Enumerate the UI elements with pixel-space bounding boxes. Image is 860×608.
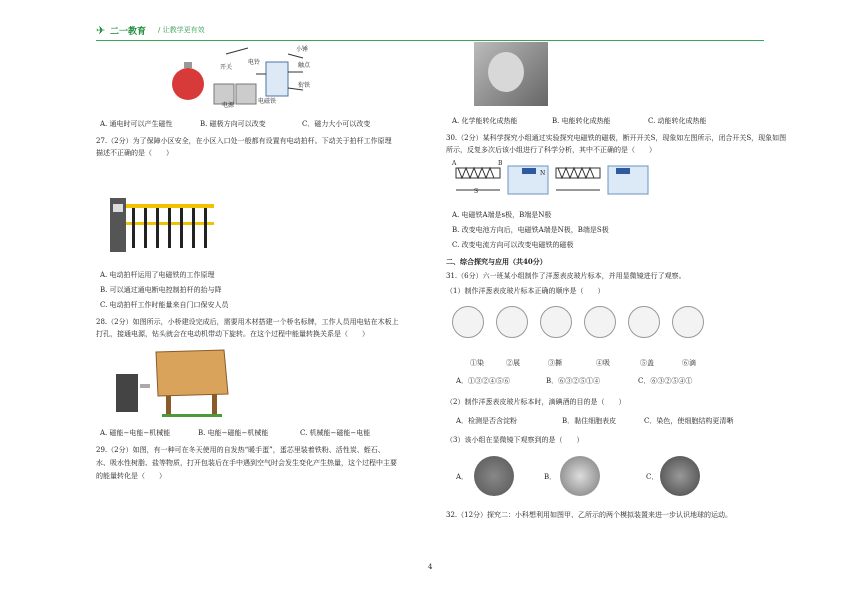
hand-warmer-image (474, 42, 548, 106)
q31-sub2: （2）制作洋葱表皮玻片标本时，滴碘酒的目的是（ ） (446, 398, 626, 406)
q27-stem-line2: 描述不正确的是（ ） (96, 149, 173, 157)
q29-option-b: B. 电能转化成热能 (552, 117, 611, 125)
step-image-5 (628, 306, 660, 338)
q31-sub1-option-a: A．①③②④⑤⑥ (456, 377, 511, 385)
q28-stem-line1: 28.（2分）如图所示，小桥建设完成后，需要用木材搭建一个桥名标牌，工作人员用电钻在木板上 (96, 318, 399, 326)
section-title: 二、综合探究与应用（共40分） (446, 257, 547, 266)
q30-option-b: B. 改变电池方向后，电磁铁A端是N极，B端是S极 (452, 226, 609, 234)
barrier-figure (108, 196, 218, 254)
step-label-2: ②展 (506, 359, 520, 367)
fig-label-s: S (474, 188, 479, 195)
q31-sub3-label-b: B． (544, 473, 557, 481)
q28-stem-line2: 打孔，接通电源，钻头就会在电动机带动下旋转。在这个过程中能量转换关系是（ ） (96, 330, 369, 338)
label-hammer: 小锤 (296, 46, 309, 53)
step-image-2 (496, 306, 528, 338)
fig-label-n: N (540, 170, 546, 177)
microscope-image-b (560, 456, 600, 496)
q31-stem: 31.（6分）六一班某小组制作了洋葱表皮玻片标本，并用显微镜进行了观察。 (446, 272, 686, 280)
slogan: / 让教学更有效 (158, 26, 205, 34)
q30-stem-line2: 所示，反复多次后该小组进行了科学分析，其中不正确的是（ ） (446, 146, 656, 154)
electromagnet-icon (452, 160, 652, 200)
q29-option-a: A. 化学能转化成热能 (452, 117, 518, 125)
microscope-image-c (660, 456, 700, 496)
q31-sub3-label-a: A． (456, 473, 469, 481)
q31-sub3-label-c: C． (646, 473, 659, 481)
q27-option-a: A. 电动拍杆运用了电磁铁的工作原理 (100, 271, 215, 279)
q29-stem-line1: 29.（2分）如图，有一种可在冬天使用的自发热“暖手蛋”，蛋芯里装着铁粉、活性炭、蛭石、 (96, 446, 385, 454)
step-label-3: ③撕 (548, 359, 562, 367)
logo-icon: ✈ (96, 24, 106, 37)
label-electromagnet: 电磁铁 (258, 98, 277, 105)
q28-option-a: A. 磁能−电能−机械能 (100, 429, 171, 437)
q30-option-a: A. 电磁铁A端是s极，B端是N极 (452, 211, 552, 219)
q29-option-c: C. 动能转化成热能 (648, 117, 707, 125)
q28-option-c: C. 机械能−磁能−电能 (300, 429, 371, 437)
q31-sub2-option-b: B．黏住细胞表皮 (562, 417, 617, 425)
label-contact: 触点 (298, 62, 311, 69)
step-label-4: ④吸 (596, 359, 610, 367)
q32-stem: 32.（12分）探究二：小科想利用如图甲、乙所示的两个模拟装置来进一步认识地球的运动。 (446, 511, 733, 519)
q29-stem-line2: 水、吸水性树脂、盐等物质，打开包装后在手中遇到空气时会发生变化产生热量，这个过程中主要 (96, 459, 397, 467)
step-label-1: ①染 (470, 359, 484, 367)
microscope-image-a (474, 456, 514, 496)
q27-stem-line1: 27.（2分）为了保障小区安全，在小区入口处一般都有设置有电动拍杆。下动关于拍杆工作原理 (96, 137, 392, 145)
fig-label-b: B (498, 160, 503, 167)
q31-sub3: （3）该小组在显微镜下观察到的是（ ） (446, 436, 584, 444)
q28-option-b: B. 电能−磁能−机械能 (198, 429, 269, 437)
q30-option-c: C. 改变电流方向可以改变电磁铁的磁极 (452, 241, 574, 249)
q27-option-b: B. 可以通过通电断电控制拍杆的抬与降 (100, 286, 222, 294)
q31-sub1-option-b: B．⑥③②⑤①④ (546, 377, 601, 385)
step-image-6 (672, 306, 704, 338)
header-divider (96, 40, 764, 41)
step-label-6: ⑥滴 (682, 359, 696, 367)
q31-sub2-option-a: A．检测是否含淀粉 (456, 417, 518, 425)
page-number: 4 (428, 563, 433, 571)
label-bell: 电铃 (248, 59, 261, 66)
electromagnet-figures (452, 160, 652, 200)
label-armature: 衔铁 (298, 82, 311, 89)
step-image-1 (452, 306, 484, 338)
q29-stem-line3: 的能量转化是（ ） (96, 472, 166, 480)
drill-sign-icon (112, 344, 232, 418)
barrier-icon (108, 196, 218, 254)
fig-label-a: A (452, 160, 457, 167)
logo-text: 二一教育 (110, 27, 147, 37)
step-image-4 (584, 306, 616, 338)
label-switch: 开关 (220, 64, 233, 71)
label-power: 电源 (222, 102, 235, 109)
q31-sub1: （1）制作洋葱表皮玻片标本正确的顺序是（ ） (446, 287, 605, 295)
q31-sub2-option-c: C．染色，使细胞结构更清晰 (644, 417, 734, 425)
q27-option-c: C. 电动拍杆工作时能量来自门口保安人员 (100, 301, 229, 309)
step-image-3 (540, 306, 572, 338)
q26-option-a: A. 通电时可以产生磁性 (100, 120, 173, 128)
drill-sign-figure (112, 344, 232, 418)
q30-stem-line1: 30.（2分）某科学探究小组通过实验探究电磁铁的磁极，断开开关S，现象如左图所示，闭合开关S，现象如图 (446, 134, 787, 142)
q31-sub1-option-c: C．⑥③②⑤④① (638, 377, 693, 385)
q26-option-b: B. 磁极方向可以改变 (200, 120, 266, 128)
step-label-5: ⑤盖 (640, 359, 654, 367)
q26-option-c: C．磁力大小可以改变 (302, 120, 371, 128)
